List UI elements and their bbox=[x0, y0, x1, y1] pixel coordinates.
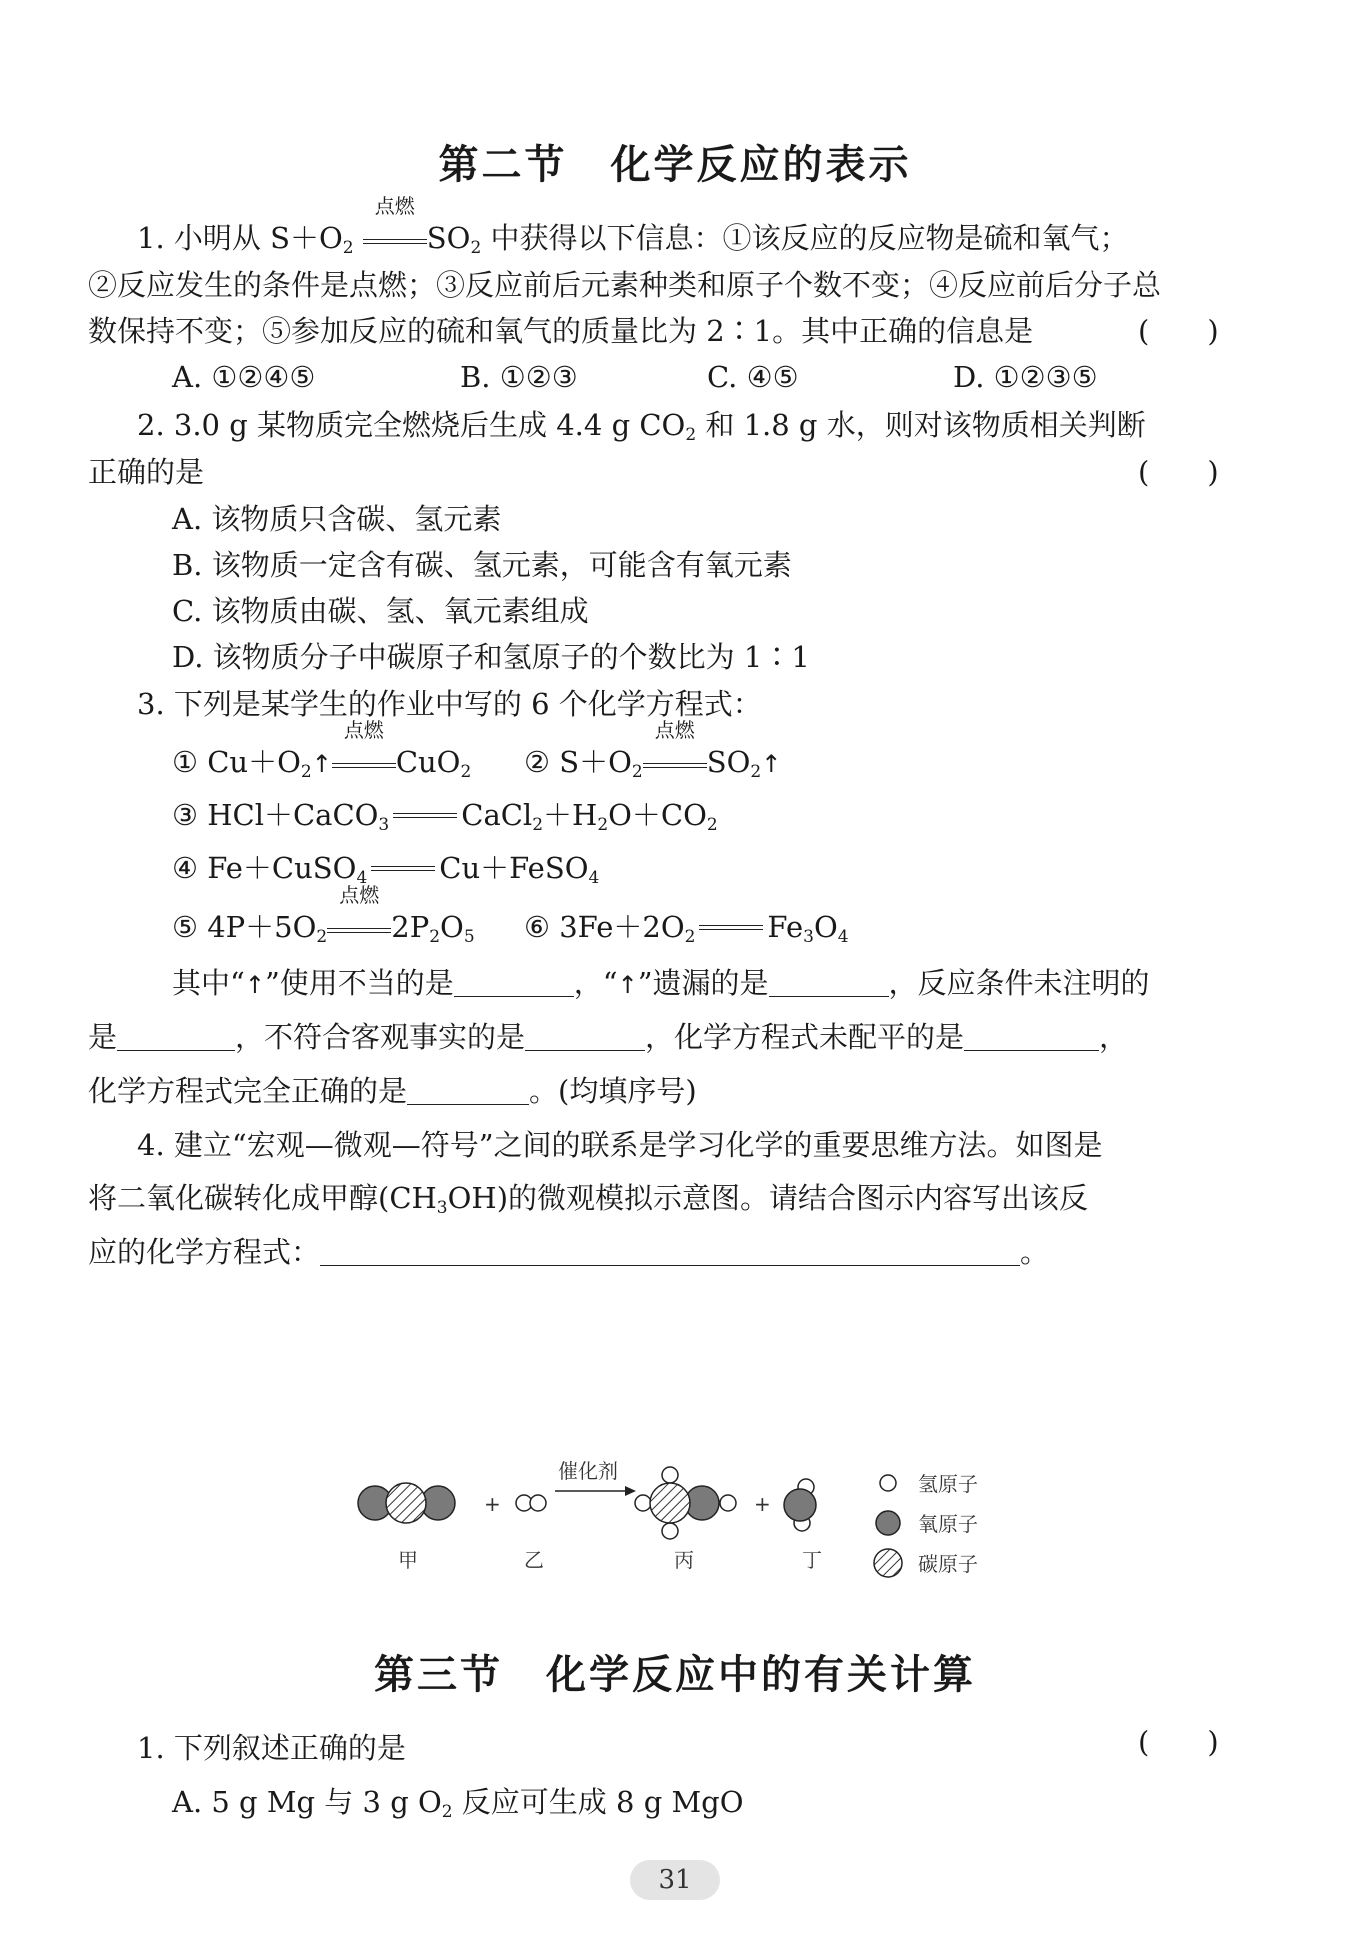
q4-line3: 应的化学方程式： 。 bbox=[88, 1235, 1050, 1269]
q3-fill-line2: 是 ，不符合客观事实的是 ，化学方程式未配平的是 ， bbox=[88, 1020, 1129, 1054]
q2-option-c: C. 该物质由碳、氢、氧元素组成 bbox=[172, 594, 589, 628]
choice-b: B. ①②③ bbox=[460, 360, 578, 394]
plus-sign: + bbox=[484, 1492, 501, 1516]
answer-blank[interactable] bbox=[117, 1020, 235, 1051]
equation-1: ① $Cu+O_2↑$ 点燃 CuO$_2$ bbox=[172, 718, 472, 782]
answer-paren: ( ) bbox=[1138, 314, 1219, 348]
plus-sign: + bbox=[754, 1492, 771, 1516]
answer-blank[interactable] bbox=[407, 1074, 529, 1105]
label-bing: 丙 bbox=[674, 1548, 694, 1572]
q2-option-a: A. 该物质只含碳、氢元素 bbox=[172, 502, 502, 536]
label-ding: 丁 bbox=[802, 1548, 822, 1572]
s3-q1-option-a: A. 5 g Mg 与 3 g $O_2$ 反应可生成 8 g MgO bbox=[172, 1785, 744, 1822]
q2-option-d: D. 该物质分子中碳原子和氢原子的个数比为 1∶1 bbox=[172, 640, 810, 674]
choice-c: C. ④⑤ bbox=[707, 360, 799, 394]
section-title-2: 第三节 化学反应中的有关计算 bbox=[374, 1652, 976, 1698]
arrow-head bbox=[625, 1486, 636, 1496]
equation-2: ② $S+O_2$ 点燃 $SO_2↑$ bbox=[524, 718, 782, 782]
equation-6: ⑥ $3Fe+2O_2$ $Fe_3O_4$ bbox=[524, 910, 849, 947]
legend-oxygen: 氧原子 bbox=[918, 1512, 978, 1536]
q2-line1: 2. 3.0 g 某物质完全燃烧后生成 4.4 g $CO_2$ 和 1.8 g 水，则对该物质相关判断 bbox=[137, 408, 1146, 445]
q4-line1: 4. 建立“宏观—微观—符号”之间的联系是学习化学的重要思维方法。如图是 bbox=[137, 1128, 1103, 1162]
q3-fill-line1: 其中“↑”使用不当的是 ，“↑”遗漏的是 ，反应条件未注明的 bbox=[172, 966, 1150, 1000]
legend-carbon: 碳原子 bbox=[918, 1552, 978, 1576]
legend-hydrogen: 氢原子 bbox=[918, 1472, 978, 1496]
molecule-yi bbox=[516, 1495, 546, 1511]
answer-blank[interactable] bbox=[320, 1235, 1020, 1266]
section-title: 第二节 化学反应的表示 bbox=[438, 142, 912, 188]
answer-blank[interactable] bbox=[769, 966, 889, 997]
s3-q1-stem: 1. 下列叙述正确的是 bbox=[137, 1731, 406, 1765]
q1-line2: ②反应发生的条件是点燃；③反应前后元素种类和原子个数不变；④反应前后分子总 bbox=[88, 268, 1162, 302]
choice-a: A. ①②④⑤ bbox=[172, 360, 316, 394]
q1-line1: 1. 小明从 $S+O_2$ 点燃 $SO_2$ 中获得以下信息：①该反应的反应物是硫和氧气； bbox=[137, 194, 1129, 258]
label-jia: 甲 bbox=[398, 1548, 418, 1572]
answer-paren: ( ) bbox=[1138, 455, 1219, 489]
label-yi: 乙 bbox=[524, 1548, 544, 1572]
equation-4: ④ Fe＋CuSO$_4$ Cu＋FeSO$_4$ bbox=[172, 851, 600, 888]
legend bbox=[874, 1472, 978, 1577]
answer-blank[interactable] bbox=[454, 966, 574, 997]
page-number: 31 bbox=[630, 1860, 720, 1900]
q2-line2: 正确的是 bbox=[88, 455, 205, 489]
oxygen-legend-icon bbox=[876, 1511, 900, 1535]
answer-blank[interactable] bbox=[525, 1020, 645, 1051]
hydrogen-legend-icon bbox=[880, 1475, 896, 1491]
molecule-bing bbox=[635, 1467, 736, 1539]
molecular-diagram bbox=[340, 1445, 1020, 1595]
equation-5: ⑤ $4P+5O_2$ 点燃 $2P_2O_5$ bbox=[172, 883, 475, 947]
q2-option-b: B. 该物质一定含有碳、氢元素，可能含有氧元素 bbox=[172, 548, 792, 582]
equation-3: ③ HCl＋CaCO$_3$ $CaCl_2+H_2O+CO_2$ bbox=[172, 798, 718, 835]
molecule-jia bbox=[358, 1483, 455, 1523]
molecule-ding bbox=[784, 1479, 816, 1531]
condition-equals: 点燃 bbox=[363, 218, 427, 258]
choice-d: D. ①②③⑤ bbox=[953, 360, 1098, 394]
q4-line2: 将二氧化碳转化成甲醇$(CH_3OH)$的微观模拟示意图。请结合图示内容写出该反 bbox=[88, 1181, 1089, 1218]
carbon-legend-icon bbox=[874, 1549, 902, 1577]
q3-intro: 3. 下列是某学生的作业中写的 6 个化学方程式： bbox=[137, 687, 762, 721]
q3-fill-line3: 化学方程式完全正确的是 。(均填序号) bbox=[88, 1074, 697, 1108]
q1-line3: 数保持不变；⑤参加反应的硫和氧气的质量比为 2∶1。其中正确的信息是 bbox=[88, 314, 1034, 348]
catalyst-label: 催化剂 bbox=[558, 1459, 618, 1483]
answer-blank[interactable] bbox=[964, 1020, 1099, 1051]
answer-paren: ( ) bbox=[1138, 1725, 1219, 1759]
